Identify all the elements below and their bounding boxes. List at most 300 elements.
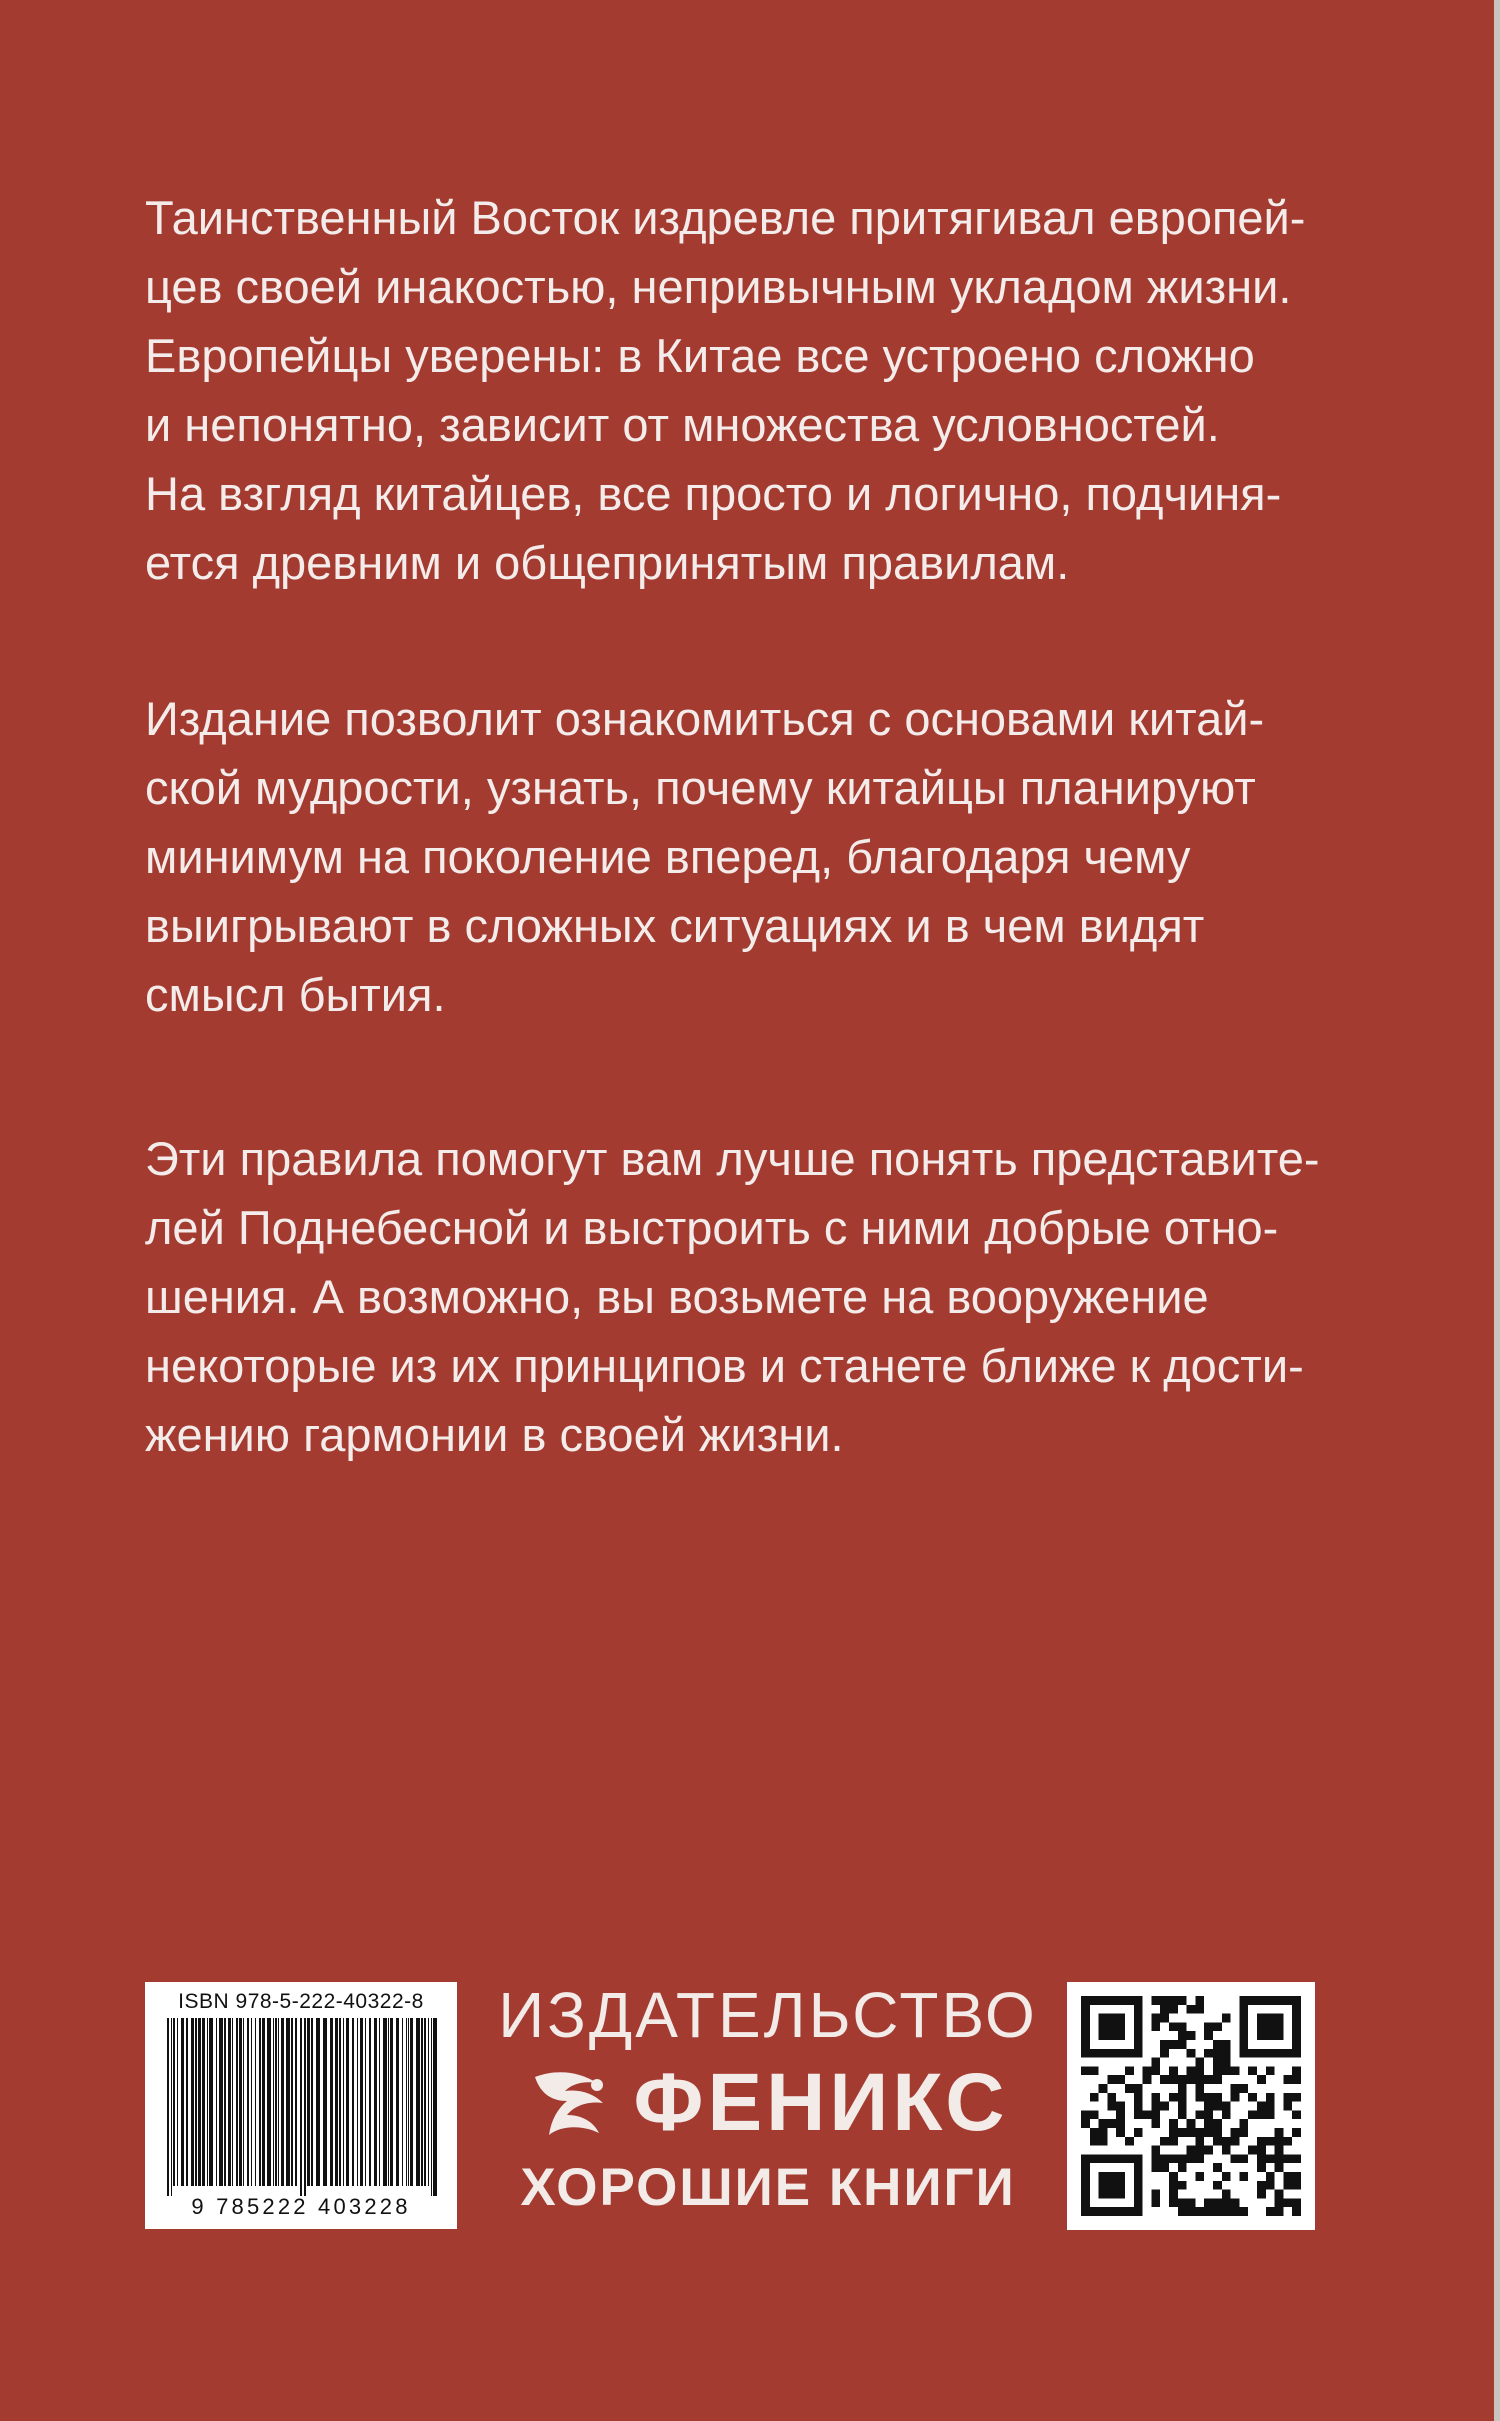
qr-module bbox=[1160, 2154, 1169, 2163]
qr-module bbox=[1204, 2146, 1213, 2155]
qr-module bbox=[1239, 2084, 1248, 2093]
barcode-bar bbox=[262, 2018, 265, 2186]
qr-module bbox=[1178, 2084, 1187, 2093]
barcode-bar bbox=[406, 2018, 407, 2186]
phoenix-logo-icon bbox=[527, 2063, 619, 2143]
qr-module bbox=[1169, 2190, 1178, 2199]
qr-module bbox=[1107, 2119, 1116, 2128]
qr-module bbox=[1283, 2198, 1292, 2207]
qr-module bbox=[1107, 2093, 1116, 2102]
qr-module bbox=[1151, 2198, 1160, 2207]
qr-module bbox=[1222, 2146, 1231, 2155]
qr-module bbox=[1292, 2207, 1301, 2216]
barcode-bar bbox=[259, 2018, 261, 2186]
qr-module bbox=[1151, 2014, 1160, 2023]
barcode-bar bbox=[346, 2018, 349, 2186]
qr-module bbox=[1169, 2198, 1178, 2207]
qr-module bbox=[1195, 2172, 1204, 2181]
qr-module bbox=[1178, 2181, 1187, 2190]
qr-module bbox=[1160, 2075, 1169, 2084]
barcode-bar bbox=[278, 2018, 279, 2186]
qr-module bbox=[1257, 2146, 1266, 2155]
qr-module bbox=[1266, 2207, 1275, 2216]
qr-module bbox=[1160, 2049, 1169, 2058]
qr-module bbox=[1090, 2128, 1099, 2137]
qr-module bbox=[1266, 2137, 1275, 2146]
qr-module bbox=[1292, 2093, 1301, 2102]
qr-module bbox=[1266, 2181, 1275, 2190]
qr-module bbox=[1222, 2190, 1231, 2199]
qr-module bbox=[1204, 2119, 1213, 2128]
barcode-bar bbox=[243, 2018, 244, 2186]
qr-module bbox=[1195, 2110, 1204, 2119]
barcode-bar bbox=[232, 2018, 233, 2186]
qr-module bbox=[1213, 2128, 1222, 2137]
barcode-bar bbox=[267, 2018, 271, 2186]
qr-module bbox=[1283, 2172, 1292, 2181]
barcode-bar bbox=[275, 2018, 277, 2186]
qr-module bbox=[1292, 2075, 1301, 2084]
qr-module bbox=[1204, 2128, 1213, 2137]
qr-module bbox=[1204, 2207, 1213, 2216]
qr-module bbox=[1204, 2198, 1213, 2207]
barcode-bar bbox=[216, 2018, 217, 2186]
barcode-bar bbox=[383, 2018, 387, 2186]
qr-module bbox=[1231, 2128, 1240, 2137]
text-line: Издание позволит ознакомиться с основами китай- bbox=[145, 692, 1265, 745]
qr-module bbox=[1187, 2154, 1196, 2163]
text-line: На взгляд китайцев, все просто и логично, подчиня- bbox=[145, 467, 1282, 520]
qr-module bbox=[1125, 2066, 1134, 2075]
qr-module bbox=[1151, 2110, 1160, 2119]
qr-module bbox=[1257, 2137, 1266, 2146]
qr-module bbox=[1143, 2066, 1152, 2075]
text-line: ется древним и общепринятым правилам. bbox=[145, 536, 1070, 589]
qr-module bbox=[1222, 2137, 1231, 2146]
qr-module bbox=[1169, 2181, 1178, 2190]
text-line: лей Поднебесной и выстроить с ними добрые отно- bbox=[145, 1201, 1279, 1254]
qr-module bbox=[1213, 2119, 1222, 2128]
qr-module bbox=[1275, 2128, 1284, 2137]
qr-module bbox=[1195, 2084, 1204, 2093]
qr-module bbox=[1204, 2093, 1213, 2102]
barcode-bar bbox=[255, 2018, 256, 2186]
qr-module bbox=[1222, 2049, 1231, 2058]
barcode-bar bbox=[295, 2018, 297, 2186]
qr-module bbox=[1222, 2040, 1231, 2049]
qr-module bbox=[1257, 2163, 1266, 2172]
qr-module bbox=[1116, 2119, 1125, 2128]
qr-module bbox=[1275, 2198, 1284, 2207]
qr-module bbox=[1248, 2146, 1257, 2155]
qr-module bbox=[1195, 2005, 1204, 2014]
qr-module bbox=[1169, 2172, 1178, 2181]
paragraph-1 bbox=[145, 183, 1345, 597]
qr-module bbox=[1204, 2022, 1213, 2031]
qr-module bbox=[1169, 2022, 1178, 2031]
barcode-bar bbox=[291, 2018, 293, 2186]
isbn-label: ISBN 978-5-222-40322-8 bbox=[178, 1990, 424, 2013]
barcode-bar bbox=[316, 2018, 320, 2186]
barcode-bar bbox=[339, 2018, 341, 2186]
qr-module bbox=[1178, 2110, 1187, 2119]
barcode-bar bbox=[428, 2018, 429, 2186]
qr-module bbox=[1195, 2093, 1204, 2102]
qr-module bbox=[1160, 2102, 1169, 2111]
barcode-bar bbox=[198, 2018, 201, 2186]
qr-module bbox=[1169, 2093, 1178, 2102]
qr-module bbox=[1099, 2014, 1125, 2040]
qr-module bbox=[1187, 2075, 1196, 2084]
barcode-icon bbox=[153, 2016, 449, 2196]
qr-module bbox=[1178, 2022, 1187, 2031]
qr-module bbox=[1107, 2075, 1116, 2084]
barcode-bar bbox=[181, 2018, 184, 2186]
qr-module bbox=[1090, 2066, 1099, 2075]
qr-module bbox=[1187, 2207, 1196, 2216]
qr-module bbox=[1160, 2005, 1169, 2014]
qr-module bbox=[1292, 2066, 1301, 2075]
qr-module bbox=[1275, 2163, 1284, 2172]
barcode-bar bbox=[304, 2018, 306, 2196]
qr-module bbox=[1231, 2154, 1240, 2163]
qr-module bbox=[1178, 2075, 1187, 2084]
qr-module bbox=[1169, 2128, 1178, 2137]
qr-module bbox=[1151, 2154, 1160, 2163]
qr-module bbox=[1231, 2066, 1240, 2075]
qr-module bbox=[1169, 2119, 1178, 2128]
qr-module bbox=[1195, 2128, 1204, 2137]
qr-module bbox=[1213, 2198, 1222, 2207]
qr-module bbox=[1213, 2181, 1222, 2190]
qr-module bbox=[1266, 2172, 1275, 2181]
qr-module bbox=[1178, 2154, 1187, 2163]
qr-module bbox=[1187, 2128, 1196, 2137]
qr-module bbox=[1134, 2110, 1143, 2119]
qr-module bbox=[1143, 2075, 1152, 2084]
qr-module bbox=[1213, 2137, 1222, 2146]
barcode-bar bbox=[202, 2018, 205, 2186]
qr-module bbox=[1275, 2137, 1284, 2146]
qr-module bbox=[1081, 2110, 1090, 2119]
qr-module bbox=[1160, 1996, 1169, 2005]
qr-module bbox=[1151, 2066, 1160, 2075]
qr-module bbox=[1266, 2154, 1275, 2163]
qr-module bbox=[1116, 2102, 1125, 2111]
qr-module bbox=[1213, 2102, 1222, 2111]
isbn-barcode bbox=[145, 1982, 457, 2229]
qr-module bbox=[1222, 2058, 1231, 2067]
qr-module bbox=[1178, 2040, 1187, 2049]
qr-module bbox=[1231, 2084, 1240, 2093]
qr-module bbox=[1195, 2207, 1204, 2216]
qr-module bbox=[1151, 2093, 1160, 2102]
barcode-bar bbox=[239, 2018, 242, 2186]
publisher-block bbox=[488, 1975, 1048, 2225]
qr-module bbox=[1134, 2102, 1143, 2111]
text-line: выигрывают в сложных ситуациях и в чем видят bbox=[145, 899, 1205, 952]
qr-module bbox=[1099, 2119, 1108, 2128]
qr-module bbox=[1169, 2137, 1178, 2146]
qr-module bbox=[1275, 2154, 1284, 2163]
qr-module bbox=[1169, 2075, 1178, 2084]
qr-module bbox=[1283, 2137, 1292, 2146]
qr-module bbox=[1187, 2066, 1196, 2075]
barcode-bar bbox=[171, 2018, 172, 2196]
qr-module bbox=[1222, 2102, 1231, 2111]
qr-module bbox=[1195, 2066, 1204, 2075]
barcode-bar bbox=[191, 2018, 194, 2186]
qr-module bbox=[1099, 2172, 1125, 2198]
qr-module bbox=[1204, 2031, 1213, 2040]
barcode-bar bbox=[360, 2018, 363, 2186]
qr-module bbox=[1107, 2102, 1116, 2111]
qr-module bbox=[1239, 2154, 1248, 2163]
qr-module bbox=[1292, 2172, 1301, 2181]
qr-module bbox=[1134, 2093, 1143, 2102]
qr-module bbox=[1213, 2066, 1222, 2075]
qr-module bbox=[1266, 2102, 1275, 2111]
qr-module bbox=[1187, 2005, 1196, 2014]
qr-module bbox=[1125, 2137, 1134, 2146]
qr-module bbox=[1178, 2163, 1187, 2172]
qr-module bbox=[1160, 2014, 1169, 2023]
qr-module bbox=[1275, 2207, 1284, 2216]
qr-module bbox=[1239, 2128, 1248, 2137]
qr-module bbox=[1160, 2137, 1169, 2146]
qr-module bbox=[1151, 2022, 1160, 2031]
qr-module bbox=[1266, 2110, 1275, 2119]
text-line: некоторые из их принципов и станете ближе к дости- bbox=[145, 1339, 1304, 1392]
qr-module bbox=[1178, 2102, 1187, 2111]
qr-module bbox=[1081, 2119, 1090, 2128]
qr-module bbox=[1195, 2137, 1204, 2146]
qr-module bbox=[1099, 2084, 1108, 2093]
qr-module bbox=[1283, 2102, 1292, 2111]
qr-module bbox=[1160, 2040, 1169, 2049]
barcode-bar bbox=[273, 2018, 274, 2186]
qr-module bbox=[1283, 2093, 1292, 2102]
qr-module bbox=[1283, 2181, 1292, 2190]
qr-module bbox=[1204, 2049, 1213, 2058]
qr-module bbox=[1213, 2075, 1222, 2084]
qr-module bbox=[1222, 2172, 1231, 2181]
qr-module bbox=[1292, 2181, 1301, 2190]
qr-module bbox=[1292, 2154, 1301, 2163]
qr-module bbox=[1257, 2154, 1266, 2163]
qr-module bbox=[1292, 2198, 1301, 2207]
qr-module bbox=[1213, 2022, 1222, 2031]
barcode-digits: 9 785222 403228 bbox=[191, 2194, 411, 2219]
barcode-bar bbox=[365, 2018, 366, 2186]
barcode-bar bbox=[396, 2018, 399, 2186]
qr-module bbox=[1231, 2207, 1240, 2216]
barcode-bar bbox=[388, 2018, 389, 2186]
text-line: смысл бытия. bbox=[145, 968, 446, 1021]
text-line: шения. А возможно, вы возьмете на вооружение bbox=[145, 1270, 1209, 1323]
qr-module bbox=[1248, 2093, 1257, 2102]
qr-module bbox=[1195, 2146, 1204, 2155]
qr-module bbox=[1231, 2137, 1240, 2146]
qr-module bbox=[1178, 2031, 1187, 2040]
qr-module bbox=[1187, 2049, 1196, 2058]
text-line: жению гармонии в своей жизни. bbox=[145, 1408, 844, 1461]
barcode-bar bbox=[219, 2018, 223, 2186]
barcode-bar bbox=[374, 2018, 377, 2186]
qr-module bbox=[1266, 2093, 1275, 2102]
barcode-bar bbox=[311, 2018, 313, 2186]
qr-module bbox=[1169, 1996, 1178, 2005]
qr-module bbox=[1151, 2163, 1160, 2172]
qr-module bbox=[1257, 2075, 1266, 2084]
qr-module bbox=[1187, 2119, 1196, 2128]
qr-module bbox=[1257, 2181, 1266, 2190]
text-line: ской мудрости, узнать, почему китайцы планируют bbox=[145, 761, 1256, 814]
barcode-bar bbox=[186, 2018, 188, 2186]
barcode-bar bbox=[357, 2018, 358, 2186]
publisher-slogan: ХОРОШИЕ КНИГИ bbox=[520, 2158, 1016, 2217]
qr-module bbox=[1213, 2058, 1222, 2067]
barcode-bar bbox=[177, 2018, 178, 2186]
qr-module bbox=[1178, 2198, 1187, 2207]
paragraph-2 bbox=[145, 684, 1345, 1029]
qr-module bbox=[1134, 2084, 1143, 2093]
barcode-bar bbox=[224, 2018, 226, 2186]
qr-module bbox=[1099, 2137, 1108, 2146]
barcode-bar bbox=[352, 2018, 354, 2186]
qr-module bbox=[1239, 2172, 1248, 2181]
qr-module bbox=[1292, 2128, 1301, 2137]
qr-module bbox=[1099, 2128, 1108, 2137]
qr-module bbox=[1169, 2066, 1178, 2075]
qr-module bbox=[1283, 2154, 1292, 2163]
qr-module bbox=[1178, 2093, 1187, 2102]
qr-module bbox=[1222, 2207, 1231, 2216]
qr-module bbox=[1213, 2093, 1222, 2102]
qr-module bbox=[1187, 2031, 1196, 2040]
barcode-bar bbox=[247, 2018, 249, 2186]
qr-module bbox=[1151, 1996, 1160, 2005]
qr-module bbox=[1257, 2014, 1283, 2040]
barcode-bar bbox=[173, 2018, 175, 2186]
qr-module bbox=[1222, 2066, 1231, 2075]
publisher-name: ФЕНИКС bbox=[633, 2057, 1009, 2148]
qr-module bbox=[1248, 2110, 1257, 2119]
barcode-bar bbox=[402, 2018, 403, 2186]
qr-code bbox=[1067, 1982, 1315, 2230]
qr-module bbox=[1116, 2110, 1125, 2119]
barcode-bar bbox=[410, 2018, 413, 2186]
qr-module bbox=[1143, 2110, 1152, 2119]
barcode-bar bbox=[307, 2018, 310, 2186]
qr-module bbox=[1275, 2146, 1284, 2155]
qr-module bbox=[1195, 1996, 1204, 2005]
qr-module bbox=[1231, 2198, 1240, 2207]
qr-module bbox=[1257, 2102, 1266, 2111]
barcode-bar bbox=[167, 2018, 169, 2196]
qr-module bbox=[1195, 2075, 1204, 2084]
paragraph-3 bbox=[145, 1124, 1345, 1469]
barcode-bar bbox=[335, 2018, 338, 2186]
barcode-bar bbox=[330, 2018, 333, 2186]
qr-module bbox=[1090, 2093, 1099, 2102]
qr-module bbox=[1187, 2198, 1196, 2207]
qr-module bbox=[1239, 2119, 1248, 2128]
qr-module bbox=[1248, 2066, 1257, 2075]
qr-module bbox=[1169, 2005, 1178, 2014]
qr-module bbox=[1116, 2128, 1125, 2137]
qr-module bbox=[1213, 2049, 1222, 2058]
qr-module bbox=[1151, 2146, 1160, 2155]
qr-module bbox=[1266, 2066, 1275, 2075]
qr-module bbox=[1213, 2040, 1222, 2049]
barcode-bar bbox=[207, 2018, 208, 2186]
qr-module bbox=[1275, 2190, 1284, 2199]
qr-module bbox=[1283, 2075, 1292, 2084]
barcode-bar bbox=[286, 2018, 290, 2186]
barcode-bar bbox=[421, 2018, 423, 2186]
qr-module bbox=[1116, 2075, 1125, 2084]
barcode-bar bbox=[433, 2018, 437, 2196]
barcode-bar bbox=[369, 2018, 371, 2186]
qr-module bbox=[1151, 2102, 1160, 2111]
barcode-bar bbox=[281, 2018, 284, 2186]
qr-module bbox=[1160, 2163, 1169, 2172]
barcode-bar bbox=[228, 2018, 231, 2186]
barcode-bar bbox=[236, 2018, 238, 2186]
qr-module bbox=[1204, 2075, 1213, 2084]
barcode-bar bbox=[343, 2018, 344, 2186]
barcode-bar bbox=[431, 2018, 432, 2196]
qr-module bbox=[1195, 2058, 1204, 2067]
qr-module bbox=[1222, 2014, 1231, 2023]
qr-module bbox=[1187, 2146, 1196, 2155]
qr-module bbox=[1213, 2163, 1222, 2172]
qr-code-icon bbox=[1081, 1996, 1301, 2216]
qr-module bbox=[1204, 2102, 1213, 2111]
qr-module bbox=[1169, 2040, 1178, 2049]
barcode-bar bbox=[300, 2018, 302, 2196]
qr-module bbox=[1222, 2110, 1231, 2119]
text-line: цев своей инакостью, непривычным укладом жизни. bbox=[145, 260, 1292, 313]
qr-module bbox=[1151, 2058, 1160, 2067]
qr-module bbox=[1090, 2110, 1099, 2119]
qr-module bbox=[1204, 2110, 1213, 2119]
barcode-bar bbox=[408, 2018, 409, 2186]
qr-module bbox=[1090, 2137, 1099, 2146]
qr-module bbox=[1195, 2154, 1204, 2163]
text-line: минимум на поколение вперед, благодаря чему bbox=[145, 830, 1191, 883]
text-line: Таинственный Восток издревле притягивал европей- bbox=[145, 191, 1306, 244]
qr-module bbox=[1292, 2110, 1301, 2119]
qr-module bbox=[1178, 1996, 1187, 2005]
barcode-bar bbox=[209, 2018, 213, 2186]
qr-module bbox=[1257, 2110, 1266, 2119]
barcode-bar bbox=[416, 2018, 420, 2186]
barcode-bar bbox=[195, 2018, 197, 2186]
barcode-bar bbox=[390, 2018, 393, 2186]
barcode-bar bbox=[379, 2018, 380, 2186]
qr-module bbox=[1151, 2119, 1160, 2128]
text-line: Европейцы уверены: в Китае все устроено сложно bbox=[145, 329, 1255, 382]
qr-module bbox=[1239, 2207, 1248, 2216]
barcode-bar bbox=[251, 2018, 252, 2186]
barcode-bar bbox=[323, 2018, 327, 2186]
qr-module bbox=[1178, 2128, 1187, 2137]
text-line: Эти правила помогут вам лучше понять представите- bbox=[145, 1132, 1320, 1185]
qr-module bbox=[1151, 2190, 1160, 2199]
qr-module bbox=[1169, 2154, 1178, 2163]
